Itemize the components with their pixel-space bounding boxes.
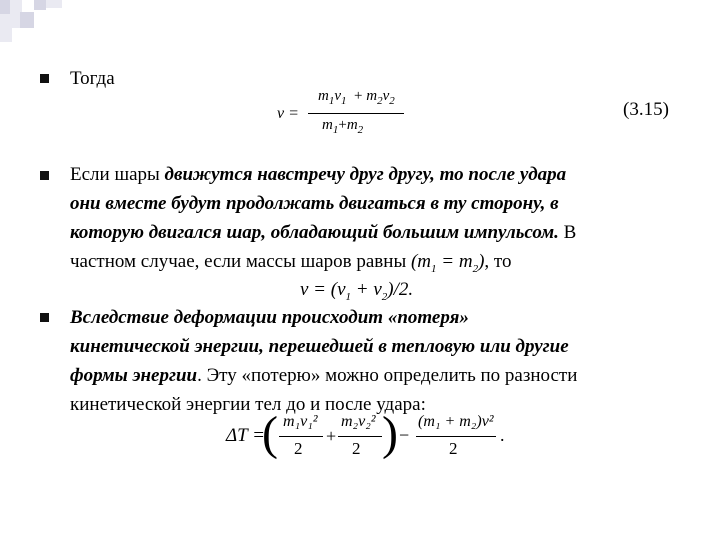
eq-label: (3.15)	[623, 99, 669, 120]
term1-fraction-line	[279, 436, 323, 437]
bullet-marker	[40, 74, 49, 83]
term3-fraction-line	[416, 436, 496, 437]
line: Вследствие деформации происходит «потеря»	[70, 307, 469, 328]
plus-sign: +	[326, 426, 337, 446]
decor-square	[0, 14, 20, 28]
term2-denominator: 2	[352, 439, 361, 458]
period: .	[500, 425, 505, 445]
decor-square	[46, 0, 62, 8]
eq-lhs: ΔT =	[226, 425, 265, 446]
text: Тогда	[70, 68, 115, 89]
term1-denominator: 2	[294, 439, 303, 458]
formula-average-velocity: $v = (v_1 + v_2)/2$.	[300, 279, 414, 303]
decor-square	[0, 28, 12, 42]
bullet-text-then	[70, 64, 115, 93]
decor-square	[34, 0, 46, 10]
minus-sign: −	[399, 425, 410, 445]
eq-fraction-line	[308, 113, 404, 114]
term1-numerator: m₁v₁²	[283, 413, 318, 430]
term2-fraction-line	[338, 436, 382, 437]
open-paren: (	[262, 407, 278, 460]
line: частном случае, если массы шаров равны $(m_1 = m_2)$, то	[70, 251, 512, 275]
eq-lhs: v =	[277, 105, 299, 122]
term3-denominator: 2	[449, 439, 458, 458]
decor-square	[20, 12, 34, 28]
term2-numerator: m₂v₂²	[341, 413, 376, 430]
line: кинетической энергии, перешедшей в тепловую или другие	[70, 336, 569, 357]
bullet-marker	[40, 171, 49, 180]
line: Если шары движутся навстречу друг другу, то после удара	[70, 164, 567, 185]
bullet-text-deformation	[70, 303, 700, 419]
eq-denominator: $m_1+m_2$	[322, 117, 364, 136]
bullet-marker	[40, 313, 49, 322]
line: которую двигался шар, обладающий большим импульсом. В	[70, 222, 577, 243]
line: кинетической энергии тел до и после удара:	[70, 394, 426, 415]
decor-square	[0, 0, 10, 14]
line: формы энергии. Эту «потерю» можно определить по разности	[70, 365, 578, 386]
term3-numerator: (m₁ + m₂)v²	[418, 413, 494, 430]
eq-numerator: $m_1v_1 + m_2v_2$	[318, 88, 395, 107]
close-paren: )	[382, 407, 398, 460]
line: они вместе будут продолжать двигаться в ту сторону, в	[70, 193, 559, 214]
bullet-text-head-on	[70, 160, 690, 284]
